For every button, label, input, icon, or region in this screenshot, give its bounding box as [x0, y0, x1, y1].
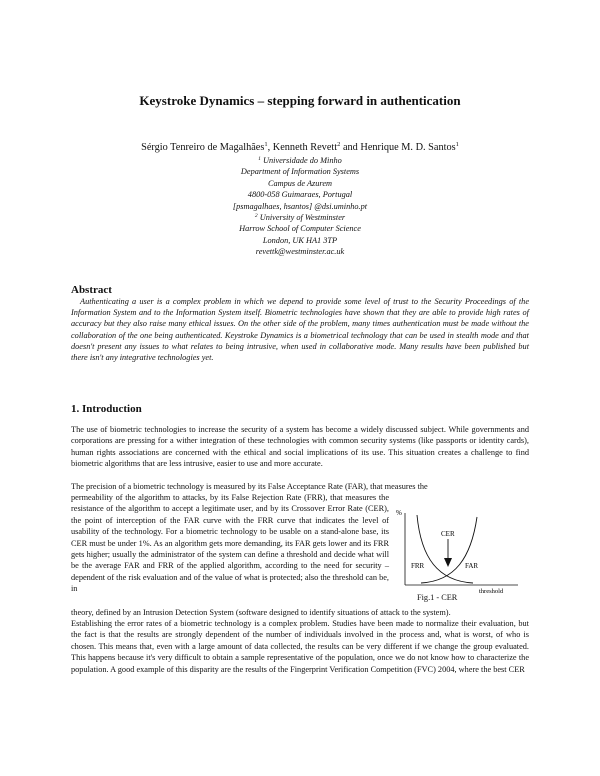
cer-arrow-head [444, 558, 452, 567]
author-separator: , [267, 142, 273, 153]
x-axis-label: threshold [479, 588, 504, 595]
author-3: Henrique M. D. Santos [360, 142, 456, 153]
paper-title: Keystroke Dynamics – stepping forward in authentication [139, 93, 461, 108]
affiliation-line [0, 212, 600, 223]
affiliation-line: Department of Information Systems [240, 167, 360, 177]
affiliation-line: 4800-058 Guimaraes, Portugal [247, 190, 353, 200]
intro-paragraph-2-wrapped: permeability of the algorithm to attacks, by its False Rejection Rate (FRR), that measures the resistance of the algorithm to accept a legitimate user, and by its Crossover Error Rate (CER), the point of interception of the FAR curve with the FRR curve that indicates the level of usability of the technology. For a biometric technology to be usable on a stand-alone base, its CER must be under 1%. As an algorithm gets more demanding, its FAR gets lower and its FRR gets higher; usually the administrator of the system can define a threshold and decide what will be the average FAR and FRR of the applied algorithm, according to the need for security – dependent of the risk evaluation and of the value of what is protected; also the threshold can be, in [71, 493, 389, 594]
author-2-affil-mark: 2 [337, 141, 341, 148]
frr-curve [417, 515, 473, 583]
author-3-affil-mark: 1 [455, 141, 459, 148]
y-axis-label: % [396, 509, 402, 517]
affil-university: University of Westminster [259, 213, 346, 223]
affiliation-email: revettk@westminster.ac.uk [255, 247, 345, 257]
author-2: Kenneth Revett [272, 142, 338, 153]
affiliation-line: Harrow School of Computer Science [239, 224, 361, 234]
affiliation-line: London, UK HA1 3TP [262, 235, 338, 245]
abstract-text: Authenticating a user is a complex problem in which we depend to provide some level of trust to the Security Proceedings of the Information System and to the Information System itself. Biometric technologies have shown that they are able to provide high rates of accuracy but they also raise many ethical issues. On the other side of the problem, many times authentication must be made without the collaboration of the one being authenticated. Keystroke Dynamics is a biometrical technology that can be used in stealth mode and that doesn't present any issues to what relates to being intrusive, when used in collaborative mode. Many results have been published but there isn't any integrative technologies yet. [71, 297, 529, 363]
cer-figure [393, 503, 523, 613]
affil-university: Universidade do Minho [263, 156, 342, 165]
author-1: Sérgio Tenreiro de Magalhães [141, 142, 265, 153]
affiliation-email: [psmagalhaes, hsantos] @dsi.uminho.pt [232, 201, 368, 211]
affiliations [0, 155, 600, 258]
affiliation-line: Campus de Azurem [267, 178, 333, 188]
intro-paragraph-2-continued: theory, defined by an Intrusion Detection System (software designed to identify situations of attack to the system). [71, 608, 451, 617]
frr-label: FRR [411, 562, 425, 570]
author-separator: and [340, 142, 361, 153]
abstract-heading: Abstract [71, 284, 112, 296]
far-curve [421, 517, 477, 583]
affiliation-line [0, 155, 600, 166]
author-line [0, 141, 600, 154]
intro-paragraph-3: Establishing the error rates of a biometric technology is a complex problem. Studies have been made to normalize their evaluation, but the fact is that the results are strongly dependent of the number of individuals involved in the process and, what is worst, of who is chosen. This means that, even with a large amount of data collected, the results can be very different if we change the group evaluated. This happens because it's very difficult to obtain a sample representative of the population, once we do not know how to characterize the population. A good example of this disparity are the results of the Fingerprint Verification Competition (FVC) 2004, where the best CER [71, 619, 529, 674]
intro-paragraph-1: The use of biometric technologies to increase the security of a system has become a widely discussed subject. While governments and corporations are pressing for a wither integration of these technologies with common security systems (like passports or identity cards), human rights associations are concerned with the ethical and social implications of its use. This situation creates a challenge to find biometric algorithms that are less intrusive, easier to use and more accurate. [71, 425, 529, 469]
cer-label: CER [441, 530, 455, 538]
intro-heading: 1. Introduction [71, 403, 142, 415]
figure-caption: Fig.1 - CER [417, 593, 458, 602]
intro-paragraph-2-first-line: The precision of a biometric technology is measured by its False Acceptance Rate (FAR), that measures the [71, 482, 428, 491]
affil-mark: 2 [254, 213, 258, 220]
far-label: FAR [465, 562, 479, 570]
author-1-affil-mark: 1 [264, 141, 268, 148]
affil-mark: 1 [258, 156, 261, 162]
